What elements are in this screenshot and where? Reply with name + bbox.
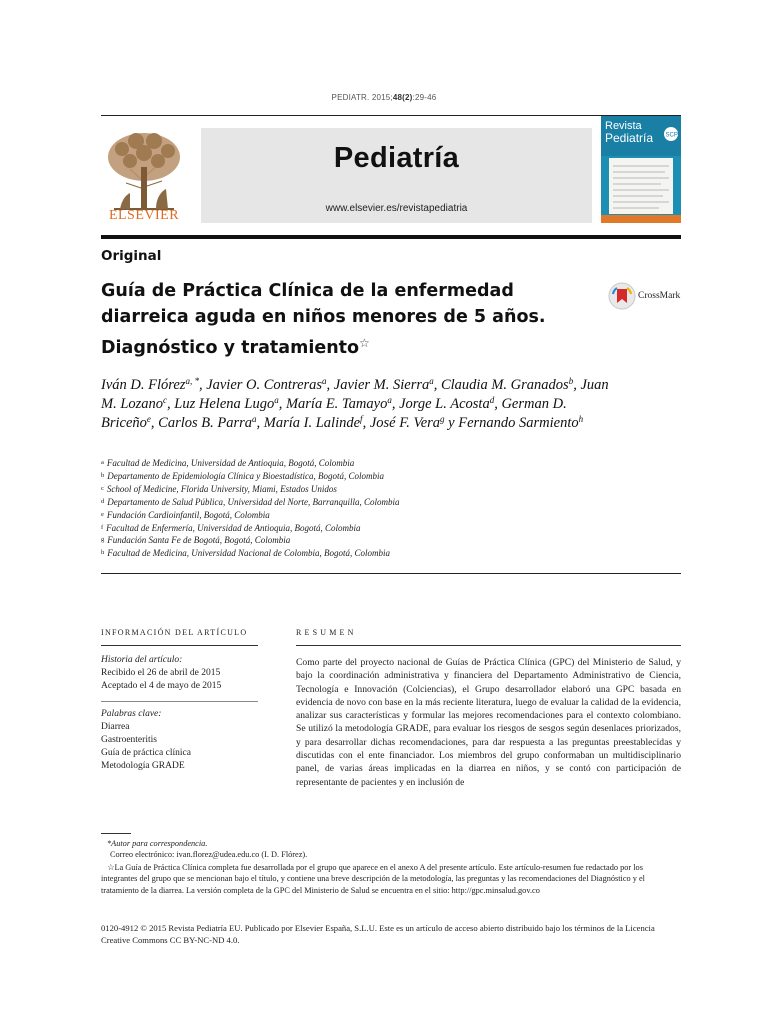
author-name[interactable]: Iván D. Flórez: [101, 377, 186, 393]
crossmark-icon[interactable]: [608, 282, 636, 310]
author-affiliation-mark[interactable]: a: [274, 395, 279, 406]
publisher-name: ELSEVIER: [108, 208, 180, 223]
keyword: Gastroenteritis: [101, 735, 157, 745]
affiliation-item: [101, 522, 661, 535]
author-affiliation-mark[interactable]: c: [163, 395, 168, 406]
author-name[interactable]: José F. Vera: [369, 415, 441, 432]
footnote-text: La Guía de Práctica Clínica completa fue desarrollada por el grupo que aparece en el anexo A del presente artículo. Este artículo-resumen fue redactado por los integrantes del grupo que se mencionan bajo el título, y contiene una breve descripción de la metodología, las preguntas y las recomendaciones del Diagnóstico y el tratamiento de la diarrea. La versión completa de la GPC del Ministerio de Salud se encuentra en el sitio: http://gpc.minsalud.gov.co: [101, 863, 645, 895]
author-name[interactable]: Jorge L. Acosta: [399, 396, 490, 413]
abstract-heading: RESUMEN: [296, 628, 357, 637]
author-separator: ,: [433, 377, 441, 393]
affiliation-item: [101, 483, 661, 496]
affiliation-text: Departamento de Salud Pública, Universidad del Norte, Barranquilla, Colombia: [107, 496, 400, 507]
footnote-rule: [101, 833, 131, 834]
affiliation-text: Departamento de Epidemiología Clínica y Bioestadística, Bogotá, Colombia: [107, 470, 384, 481]
author-affiliation-mark[interactable]: g: [440, 414, 445, 425]
affiliation-label: b: [101, 471, 105, 479]
author-affiliation-mark[interactable]: a: [252, 414, 257, 425]
article-title-text: Guía de Práctica Clínica de la enfermedad diarreica aguda en niños menores de 5 años. Diagnóstico y tratamiento: [101, 281, 546, 358]
keyword: Metodología GRADE: [101, 761, 185, 771]
author-name[interactable]: María I. Lalinde: [263, 415, 361, 432]
corresponding-email[interactable]: Correo electrónico: ivan.florez@udea.edu.co (I. D. Flórez).: [110, 850, 308, 860]
author-name[interactable]: y Fernando Sarmiento: [448, 415, 579, 432]
author-name[interactable]: Carlos B. Parra: [158, 415, 253, 432]
citation-volume: 48(2): [392, 93, 413, 102]
author-name[interactable]: Luz Helena Lugo: [174, 396, 275, 413]
cover-badge: SCP: [665, 132, 678, 139]
header-top-rule: [101, 115, 681, 116]
affiliation-text: Facultad de Medicina, Universidad Nacional de Colombia, Bogotá, Colombia: [107, 548, 390, 559]
header-bottom-rule: [101, 235, 681, 239]
abstract-rule: [296, 645, 681, 646]
author-separator: ,: [494, 396, 502, 413]
affiliation-label: a: [101, 459, 104, 466]
citation-pages: :29-46: [412, 93, 437, 102]
author-list: [101, 376, 621, 434]
author-separator: ,: [256, 415, 264, 432]
keywords-label: Palabras clave:: [101, 709, 162, 719]
received-date: Recibido el 26 de abril de 2015: [101, 668, 221, 678]
title-footnote-mark[interactable]: ☆: [359, 336, 370, 350]
keywords-block: [101, 708, 261, 773]
article-info-heading: INFORMACIÓN DEL ARTÍCULO: [101, 628, 248, 637]
abstract-text: Como parte del proyecto nacional de Guías de Práctica Clínica (GPC) del Ministerio de Salud, y bajo la coordinación administrativa y financiera del Departamento Administrativo de Ciencia, Tecnología e Innovación (Colciencias), el Grupo desarrollador elaboró una GPC basada en evidencia de novo con base en la más reciente literatura, luego de evaluar la calidad de la evidencia, analizar sus características y formular las mejores recomendaciones para el contexto colombiano. Se utilizó la metodología GRADE, para evaluar los riesgos de sesgos según desenlaces priorizados, y para desarrollar dichas recomendaciones, para dar respuesta a las preguntas preestablecidas y discutidas con el ente financiador. Los miembros del grupo conformaban un multidisciplinario panel, de varias áreas implicadas en la diarrea en niños, y se contó con participación de representante de pacientes y en inclusión de: [296, 657, 681, 788]
journal-cover-thumbnail: [601, 116, 681, 223]
affiliation-label: g: [101, 536, 105, 544]
cover-title-line1: Revista: [605, 120, 642, 132]
affiliation-text: Facultad de Medicina, Universidad de Antioquia, Bogotá, Colombia: [106, 458, 355, 468]
affiliation-text: School of Medicine, Florida University, Miami, Estados Unidos: [106, 483, 337, 494]
author-affiliation-mark[interactable]: d: [489, 395, 495, 406]
keyword: Guía de práctica clínica: [101, 748, 191, 758]
journal-url[interactable]: www.elsevier.es/revistapediatria: [325, 203, 468, 214]
affiliation-item: [101, 509, 661, 522]
author-affiliation-mark[interactable]: a: [429, 376, 434, 386]
journal-title: Pediatría: [333, 142, 460, 174]
author-separator: ,: [362, 415, 370, 432]
article-info-rule: [101, 645, 258, 646]
corresponding-author-note: [101, 838, 681, 861]
article-type: Original: [101, 248, 162, 264]
crossmark-label[interactable]: CrossMark: [638, 291, 681, 301]
history-label: Historia del artículo:: [101, 655, 183, 665]
affiliation-item: [101, 457, 661, 470]
cover-title-line2: Pediatría: [605, 131, 654, 145]
affiliation-label: h: [101, 549, 105, 557]
affiliation-text: Fundación Santa Fe de Bogotá, Bogotá, Colombia: [107, 535, 291, 546]
author-separator: ,: [326, 377, 334, 393]
author-name[interactable]: Javier M. Sierra: [333, 377, 430, 393]
citation-journal: PEDIATR. 2015;: [331, 93, 393, 102]
accepted-date: Aceptado el 4 de mayo de 2015: [101, 681, 222, 691]
author-affiliation-mark[interactable]: a: [387, 395, 392, 406]
affiliation-item: [101, 496, 661, 509]
author-affiliation-mark[interactable]: e: [146, 414, 151, 425]
author-separator: ,: [150, 415, 159, 432]
author-separator: ,: [278, 396, 286, 413]
affiliation-item: [101, 547, 661, 560]
copyright-notice: 0120-4912 © 2015 Revista Pediatría EU. Publicado por Elsevier España, S.L.U. Este es un artículo de acceso abierto distribuido bajo los términos de la Licencia Creative Commons CC BY-NC-ND 4.0.: [101, 923, 655, 945]
author-separator: ,: [573, 377, 581, 393]
article-history: [101, 654, 261, 693]
affiliation-text: Facultad de Enfermería, Universidad de Antioquia, Bogotá, Colombia: [106, 522, 361, 533]
author-affiliation-mark[interactable]: f: [360, 414, 363, 425]
author-name[interactable]: German D. Briceño: [101, 396, 567, 432]
citation-line: [0, 93, 768, 102]
affiliation-item: [101, 470, 661, 483]
affiliations-bottom-rule: [101, 573, 681, 574]
affiliation-item: [101, 534, 661, 547]
author-name[interactable]: Claudia M. Granados: [440, 377, 569, 393]
author-affiliation-mark[interactable]: a: [322, 376, 327, 386]
author-separator: ,: [198, 377, 207, 393]
author-separator: ,: [167, 396, 175, 413]
affiliation-label: d: [101, 497, 105, 505]
author-affiliation-mark[interactable]: b: [568, 376, 574, 386]
history-divider: [101, 701, 258, 702]
guideline-footnote: [101, 862, 681, 896]
author-separator: ,: [391, 396, 400, 413]
affiliation-label: c: [101, 484, 104, 492]
corresponding-label: *Autor para correspondencia.: [107, 839, 208, 848]
author-name[interactable]: Juan M. Lozano: [101, 377, 609, 413]
affiliation-label: f: [101, 523, 104, 531]
affiliation-list: [101, 457, 661, 560]
affiliation-text: Fundación Cardioinfantil, Bogotá, Colombia: [106, 509, 270, 520]
footnote-star-mark: ☆: [107, 863, 115, 872]
author-name[interactable]: María E. Tamayo: [285, 396, 388, 413]
affiliation-label: e: [101, 510, 104, 518]
author-affiliation-mark[interactable]: h: [578, 414, 584, 425]
author-affiliation-mark[interactable]: a, *: [185, 376, 199, 386]
keyword: Diarrea: [101, 722, 130, 732]
article-title: [101, 278, 601, 361]
author-name[interactable]: Javier O. Contreras: [206, 377, 323, 393]
